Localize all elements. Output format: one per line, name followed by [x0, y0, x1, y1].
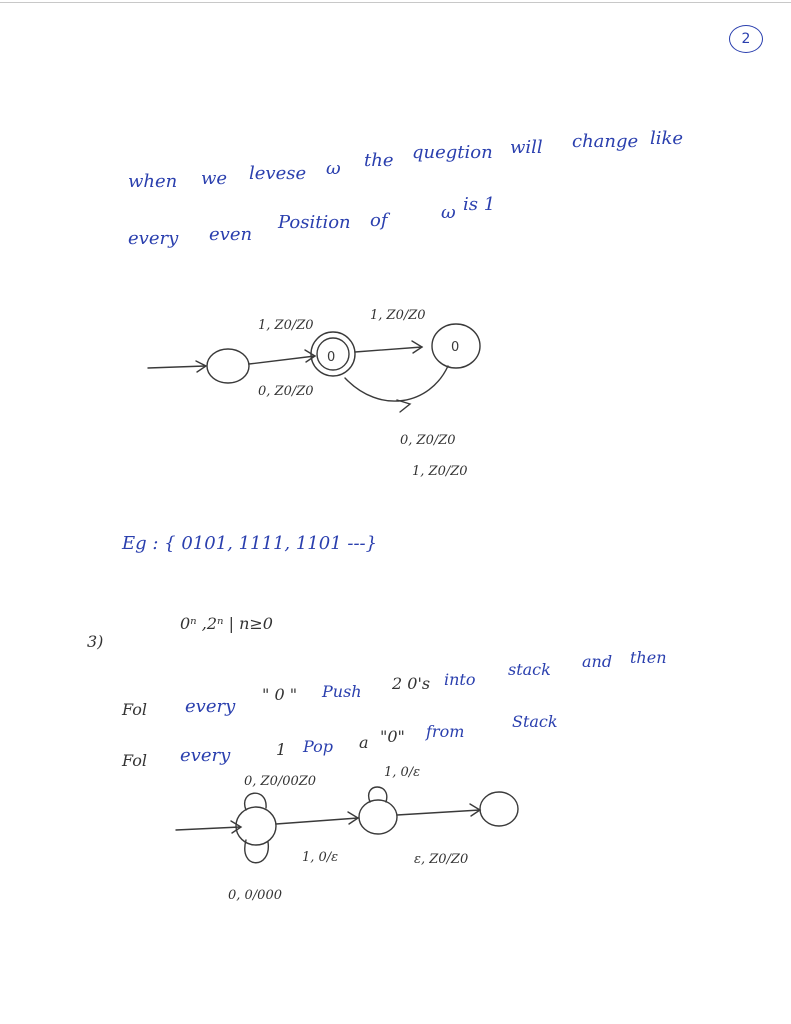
problem-word: every — [180, 745, 231, 766]
intro-word: quegtion — [412, 142, 493, 163]
problem-word: Stack — [512, 712, 558, 731]
problem-word: "0" — [380, 727, 405, 746]
intro-word: every — [128, 228, 179, 249]
intro-word: Position — [278, 212, 351, 233]
intro-word: the — [364, 150, 394, 171]
edge-p0-p1 — [276, 818, 358, 824]
problem-word: 2 0's — [392, 674, 431, 693]
edge-label-p0-p1: 1, 0/ε — [302, 850, 339, 865]
edge-label-loop-2: 1, Z0/Z0 — [412, 464, 468, 479]
intro-word: levese — [249, 163, 307, 184]
intro-word: when — [128, 171, 178, 192]
loop-label-p1-top: 1, 0/ε — [384, 765, 421, 780]
start-arrow-line-2 — [176, 827, 240, 830]
intro-word: like — [650, 128, 684, 149]
state-q1-label: 0 — [327, 350, 336, 365]
loop-label-p0-bottom: 0, 0/000 — [228, 888, 282, 903]
problem-number: 3) — [87, 632, 104, 651]
problem-word: a — [359, 733, 369, 752]
problem-word: then — [630, 648, 667, 667]
intro-word: we — [201, 168, 228, 189]
state-p1 — [359, 800, 397, 834]
problem-language: 0ⁿ ,2ⁿ | n≥0 — [180, 614, 273, 633]
edge-label-p1-p2: ε, Z0/Z0 — [414, 852, 469, 867]
problem-word: into — [444, 670, 476, 689]
intro-word: ω — [326, 158, 341, 179]
page-number-circle: 2 — [729, 25, 763, 53]
intro-word: is 1 — [463, 194, 496, 215]
problem-word: from — [426, 722, 465, 741]
problem-word: " 0 " — [262, 685, 298, 704]
problem-word: Fol — [122, 700, 147, 719]
example-set: Eg : { 0101, 1111, 1101 ---} — [122, 533, 378, 554]
intro-word: ω — [441, 202, 456, 223]
state-q2-label: 0 — [451, 340, 460, 355]
intro-word: even — [209, 224, 253, 245]
state-p2 — [480, 792, 518, 826]
problem-word: Fol — [122, 751, 147, 770]
problem-word: 1 — [276, 740, 287, 759]
problem-word: and — [582, 652, 613, 671]
intro-word: change — [572, 131, 639, 152]
edge-label-q0-q1: 1, Z0/Z0 — [258, 318, 314, 333]
state-p0 — [236, 807, 276, 845]
problem-word: Push — [322, 682, 362, 701]
problem-word: Pop — [303, 737, 333, 756]
edge-p1-p2 — [397, 810, 480, 815]
problem-word: stack — [508, 660, 551, 679]
loop-label-p0-top: 0, Z0/00Z0 — [244, 774, 317, 789]
intro-word: of — [370, 210, 388, 231]
intro-word: will — [510, 137, 543, 158]
edge-label-loop-1: 0, Z0/Z0 — [400, 433, 456, 448]
problem-word: every — [185, 696, 236, 717]
edge-label-q1-q2: 1, Z0/Z0 — [370, 308, 426, 323]
edge-label-below: 0, Z0/Z0 — [258, 384, 314, 399]
